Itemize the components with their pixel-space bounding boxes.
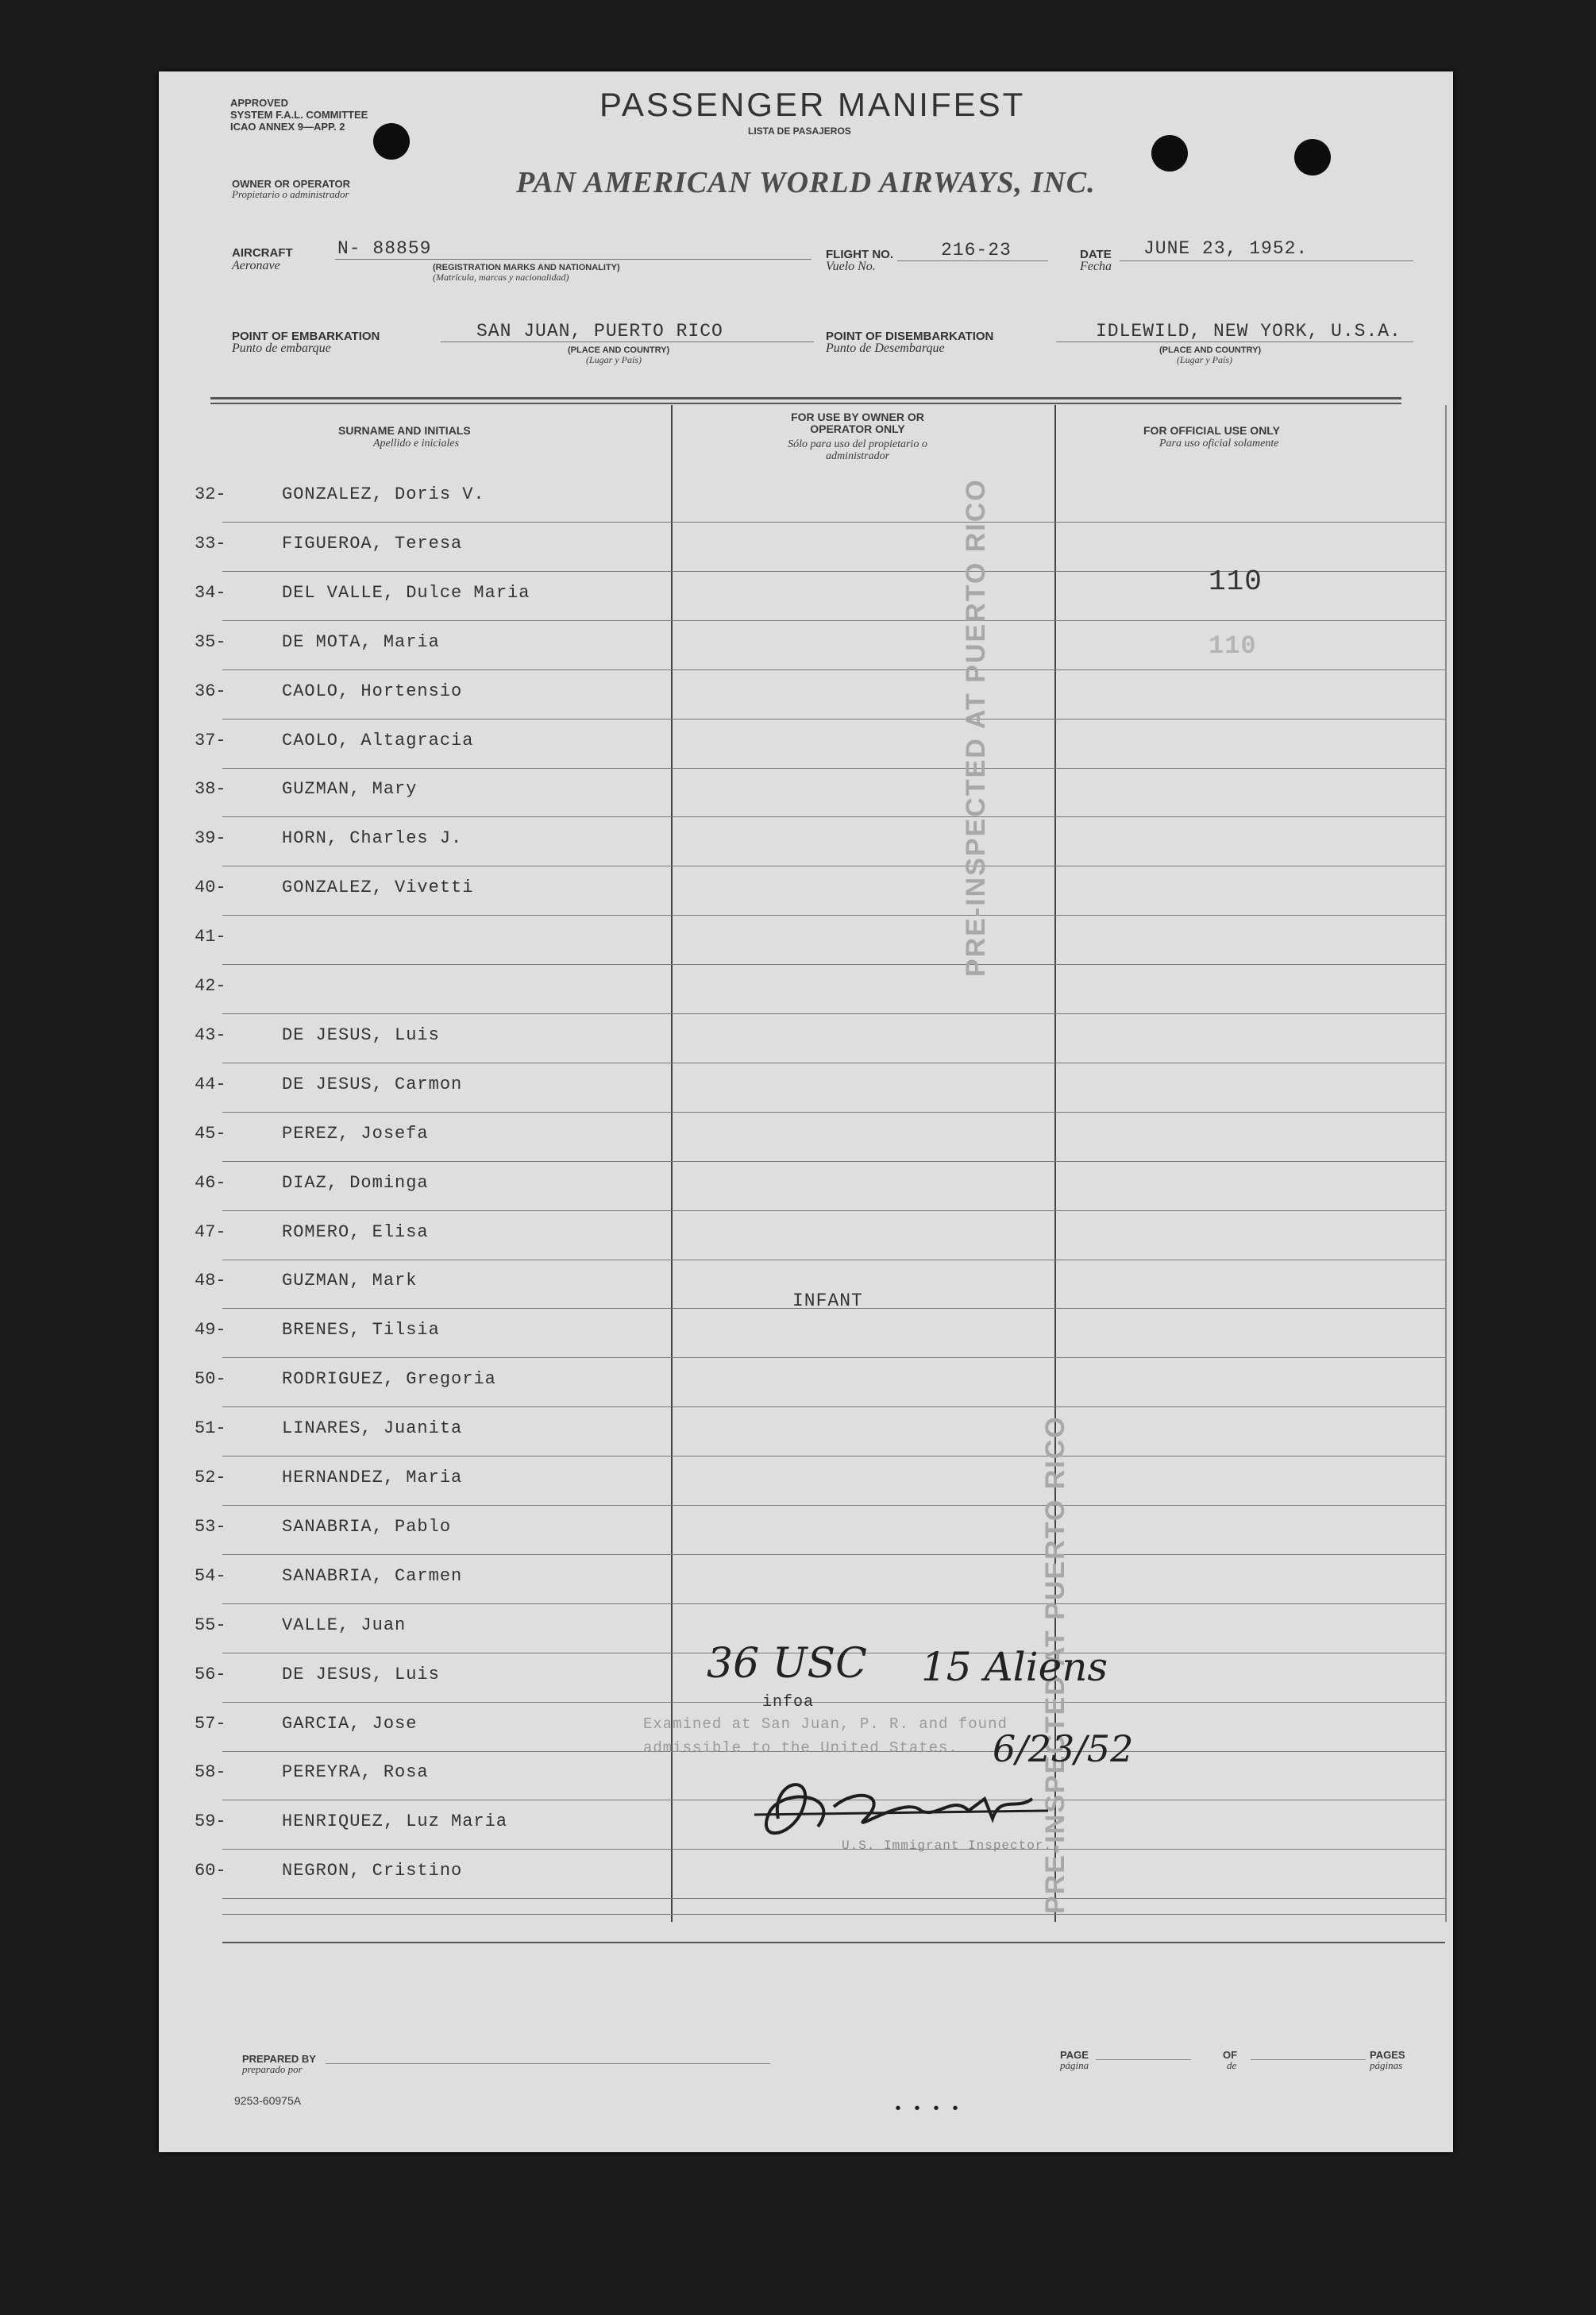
row-divider xyxy=(222,1161,1445,1162)
row-number: 55- xyxy=(195,1615,226,1635)
col-official-header-es: Para uso oficial solamente xyxy=(1159,438,1279,449)
inspector-signature xyxy=(746,1763,1064,1850)
approval-line: APPROVED xyxy=(230,97,288,109)
passenger-name: BRENES, Tilsia xyxy=(282,1320,440,1340)
passenger-name: VALLE, Juan xyxy=(282,1615,407,1635)
place-note-es: (Lugar y País) xyxy=(1177,354,1232,365)
table-row xyxy=(195,1762,663,1794)
table-row xyxy=(195,927,663,959)
pages-label-es: páginas xyxy=(1370,2059,1403,2071)
row-divider xyxy=(222,964,1445,965)
passenger-name: HERNANDEZ, Maria xyxy=(282,1468,463,1487)
row-divider xyxy=(222,1898,1445,1899)
row-number: 54- xyxy=(195,1566,226,1586)
table-row xyxy=(195,878,663,909)
table-row xyxy=(195,1222,663,1254)
row-divider xyxy=(222,1112,1445,1113)
aircraft-value: N- 88859 xyxy=(337,238,432,259)
of-label: OF xyxy=(1223,2049,1238,2061)
manifest-sheet xyxy=(159,71,1453,2152)
pages-label: PAGES xyxy=(1370,2049,1405,2061)
row-number: 38- xyxy=(195,779,226,799)
row-divider xyxy=(222,1013,1445,1014)
row-divider xyxy=(222,1702,1445,1703)
infant-note: INFANT xyxy=(792,1291,863,1311)
row-number: 32- xyxy=(195,484,226,504)
table-row xyxy=(195,1271,663,1302)
table-row xyxy=(195,1861,663,1893)
table-row xyxy=(195,1418,663,1450)
row-number: 35- xyxy=(195,632,226,652)
examined-stamp-line: Examined at San Juan, P. R. and found xyxy=(643,1715,1008,1733)
handwritten-date: 6/23/52 xyxy=(993,1727,1134,1770)
passenger-name: DE MOTA, Maria xyxy=(282,632,440,652)
passenger-name: PEREYRA, Rosa xyxy=(282,1762,429,1782)
passenger-name: GARCIA, Jose xyxy=(282,1714,418,1734)
table-row xyxy=(195,1665,663,1696)
table-row xyxy=(195,779,663,811)
table-row xyxy=(195,534,663,565)
disembarkation-label-es: Punto de Desembarque xyxy=(826,341,945,355)
row-number: 40- xyxy=(195,878,226,897)
date-label-es: Fecha xyxy=(1080,260,1112,273)
col-surname-header-es: Apellido e iniciales xyxy=(373,438,460,449)
passenger-name: SANABRIA, Pablo xyxy=(282,1517,452,1537)
row-divider xyxy=(222,669,1445,670)
prepared-label: PREPARED BY xyxy=(242,2053,316,2065)
row-number: 47- xyxy=(195,1222,226,1242)
of-label-es: de xyxy=(1227,2059,1237,2071)
row-divider xyxy=(222,1210,1445,1211)
row-divider xyxy=(222,1456,1445,1457)
row-number: 48- xyxy=(195,1271,226,1291)
passenger-name: GUZMAN, Mark xyxy=(282,1271,418,1291)
table-row xyxy=(195,1714,663,1746)
pre-inspected-stamp: PRE-INSPECTED AT PUERTO RICO xyxy=(961,478,991,977)
row-number: 43- xyxy=(195,1025,226,1045)
row-divider xyxy=(222,1357,1445,1358)
table-row xyxy=(195,1025,663,1057)
punch-hole xyxy=(373,123,410,160)
punch-hole xyxy=(1151,135,1188,172)
page-label: PAGE xyxy=(1060,2049,1089,2061)
disembarkation-value: IDLEWILD, NEW YORK, U.S.A. xyxy=(1096,321,1401,341)
row-number: 58- xyxy=(195,1762,226,1782)
row-number: 33- xyxy=(195,534,226,554)
table-row xyxy=(195,681,663,713)
disembarkation-label: POINT OF DISEMBARKATION xyxy=(826,330,994,343)
passenger-name: DE JESUS, Carmon xyxy=(282,1075,463,1094)
registration-note-es: (Matrícula, marcas y nacionalidad) xyxy=(433,272,569,283)
prepared-label-es: preparado por xyxy=(242,2063,303,2075)
row-divider xyxy=(222,719,1445,720)
form-number: 9253-60975A xyxy=(234,2094,302,2107)
embarkation-label-es: Punto de embarque xyxy=(232,341,331,355)
passenger-name: PEREZ, Josefa xyxy=(282,1124,429,1144)
table-row xyxy=(195,1320,663,1352)
punch-hole xyxy=(1294,139,1331,176)
approval-block xyxy=(230,97,368,133)
flight-label-es: Vuelo No. xyxy=(826,260,876,273)
owner-value: PAN AMERICAN WORLD AIRWAYS, INC. xyxy=(516,166,1096,199)
table-row xyxy=(195,484,663,516)
passenger-name: HENRIQUEZ, Luz Maria xyxy=(282,1811,508,1831)
row-number: 56- xyxy=(195,1665,226,1684)
row-divider xyxy=(222,1554,1445,1555)
passenger-name: RODRIGUEZ, Gregoria xyxy=(282,1369,496,1389)
ink-dots: • • • • xyxy=(893,2101,961,2119)
date-label: DATE xyxy=(1080,248,1112,261)
place-note: (PLACE AND COUNTRY) xyxy=(568,345,670,355)
handwritten-count: 36 USC xyxy=(707,1640,867,1688)
col-official-header: FOR OFFICIAL USE ONLY xyxy=(1143,424,1280,437)
inspector-caption: U.S. Immigrant Inspector. xyxy=(842,1838,1053,1853)
table-row xyxy=(195,583,663,615)
table-row xyxy=(195,828,663,860)
owner-label: OWNER OR OPERATOR xyxy=(232,178,351,190)
row-number: 49- xyxy=(195,1320,226,1340)
table-row xyxy=(195,1124,663,1156)
place-note: (PLACE AND COUNTRY) xyxy=(1159,345,1262,355)
row-divider xyxy=(222,816,1445,817)
row-number: 34- xyxy=(195,583,226,603)
row-divider xyxy=(222,1603,1445,1604)
official-count: 110 xyxy=(1209,565,1263,598)
row-divider xyxy=(222,915,1445,916)
row-divider xyxy=(222,522,1445,523)
owner-label-es: Propietario o administrador xyxy=(232,188,349,200)
place-note-es: (Lugar y País) xyxy=(586,354,642,365)
row-number: 60- xyxy=(195,1861,226,1881)
col-owner-header-es: Sólo para uso del propietario o administrador xyxy=(788,438,927,462)
table-row xyxy=(195,1468,663,1499)
aircraft-label: AIRCRAFT xyxy=(232,246,293,260)
passenger-name: NEGRON, Cristino xyxy=(282,1861,463,1881)
embarkation-value: SAN JUAN, PUERTO RICO xyxy=(476,321,723,341)
row-number: 42- xyxy=(195,976,226,996)
embarkation-label: POINT OF EMBARKATION xyxy=(232,330,380,343)
page-title: PASSENGER MANIFEST xyxy=(599,86,1026,123)
row-number: 39- xyxy=(195,828,226,848)
passenger-name: GONZALEZ, Vivetti xyxy=(282,878,474,897)
passenger-name: DIAZ, Dominga xyxy=(282,1173,429,1193)
passenger-name: HORN, Charles J. xyxy=(282,828,463,848)
table-row xyxy=(195,1369,663,1401)
row-number: 57- xyxy=(195,1714,226,1734)
approval-line: SYSTEM F.A.L. COMMITTEE xyxy=(230,109,368,121)
row-number: 36- xyxy=(195,681,226,701)
table-row xyxy=(195,1811,663,1843)
handwritten-aliens: 15 Aliens xyxy=(921,1644,1108,1690)
passenger-name: CAOLO, Hortensio xyxy=(282,681,463,701)
passenger-name: CAOLO, Altagracia xyxy=(282,731,474,750)
passenger-name: GUZMAN, Mary xyxy=(282,779,418,799)
passenger-name: DEL VALLE, Dulce Maria xyxy=(282,583,530,603)
row-number: 37- xyxy=(195,731,226,750)
passenger-name: ROMERO, Elisa xyxy=(282,1222,429,1242)
row-number: 52- xyxy=(195,1468,226,1487)
passenger-name: DE JESUS, Luis xyxy=(282,1665,440,1684)
table-row xyxy=(195,1075,663,1106)
passenger-name: FIGUEROA, Teresa xyxy=(282,534,463,554)
date-value: JUNE 23, 1952. xyxy=(1143,238,1309,259)
passenger-name: DE JESUS, Luis xyxy=(282,1025,440,1045)
row-divider xyxy=(222,620,1445,621)
registration-note: (REGISTRATION MARKS AND NATIONALITY) xyxy=(433,263,620,272)
row-number: 45- xyxy=(195,1124,226,1144)
official-count-faded: 110 xyxy=(1209,631,1257,661)
row-divider xyxy=(222,1505,1445,1506)
col-surname-header: SURNAME AND INITIALS xyxy=(338,424,471,437)
examined-stamp-line: admissible to the United States. xyxy=(643,1739,958,1757)
table-row xyxy=(195,731,663,762)
infant-handnote: infoa xyxy=(762,1693,815,1711)
row-number: 41- xyxy=(195,927,226,947)
aircraft-label-es: Aeronave xyxy=(232,259,280,272)
row-number: 53- xyxy=(195,1517,226,1537)
table-row xyxy=(195,632,663,664)
page-title-sub: LISTA DE PASAJEROS xyxy=(748,125,851,137)
flight-label: FLIGHT NO. xyxy=(826,248,893,261)
row-divider xyxy=(222,1406,1445,1407)
row-number: 50- xyxy=(195,1369,226,1389)
table-row xyxy=(195,1173,663,1205)
col-owner-header: FOR USE BY OWNER OR OPERATOR ONLY xyxy=(791,411,924,435)
row-number: 46- xyxy=(195,1173,226,1193)
passenger-name: GONZALEZ, Doris V. xyxy=(282,484,485,504)
approval-line: ICAO ANNEX 9—APP. 2 xyxy=(230,121,345,133)
pre-inspected-stamp: PRE-INSPECTED AT PUERTO RICO xyxy=(1040,1415,1070,1914)
table-row xyxy=(195,1517,663,1549)
table-row xyxy=(195,1566,663,1598)
flight-value: 216-23 xyxy=(941,240,1012,260)
row-divider xyxy=(222,768,1445,769)
row-number: 59- xyxy=(195,1811,226,1831)
row-number: 51- xyxy=(195,1418,226,1438)
row-number: 44- xyxy=(195,1075,226,1094)
page-label-es: página xyxy=(1060,2059,1089,2071)
passenger-name: SANABRIA, Carmen xyxy=(282,1566,463,1586)
table-row xyxy=(195,1615,663,1647)
passenger-name: LINARES, Juanita xyxy=(282,1418,463,1438)
table-row xyxy=(195,976,663,1008)
